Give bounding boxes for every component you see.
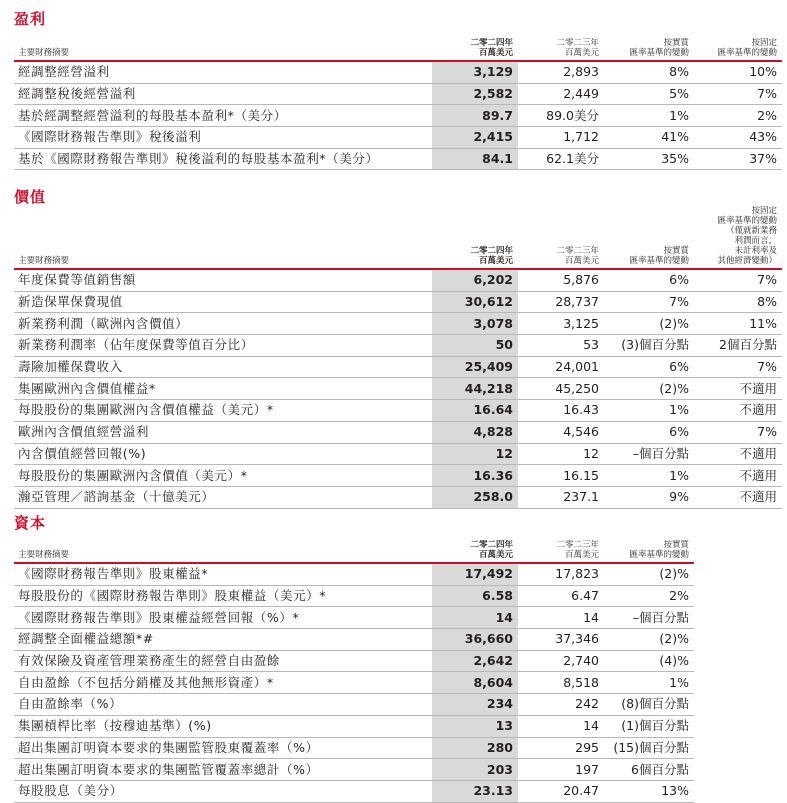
table-row — [14, 607, 694, 629]
cer-change: 不適用 — [694, 465, 782, 487]
value-2024: 3,078 — [432, 313, 518, 335]
value-2023: 12 — [518, 443, 604, 465]
table-row — [14, 715, 694, 737]
row-label: 每股股份的《國際財務報告準則》股東權益（美元）* — [14, 585, 432, 607]
row-label: 《國際財務報告準則》股東權益* — [14, 563, 432, 585]
value-table — [14, 206, 782, 509]
cer-change: 2% — [694, 105, 782, 127]
table-row — [14, 378, 782, 400]
value-2024: 258.0 — [432, 486, 518, 508]
cer-change: 不適用 — [694, 443, 782, 465]
row-label: 集團槓桿比率（按穆迪基準）(%) — [14, 715, 432, 737]
cer-change: 11% — [694, 313, 782, 335]
header-2023: 二零二三年 百萬美元 — [518, 540, 604, 563]
value-2024: 23.13 — [432, 780, 518, 802]
row-label: 新業務利潤率（佔年度保費等值百分比） — [14, 335, 432, 357]
table-row — [14, 127, 782, 149]
header-cer-change: 按固定 匯率基準的變動 — [694, 38, 782, 61]
table-row — [14, 486, 782, 508]
ar-change: 1% — [604, 465, 694, 487]
value-2024: 2,582 — [432, 83, 518, 105]
ar-change: 7% — [604, 291, 694, 313]
row-label: 新業務利潤（歐洲內含價值） — [14, 313, 432, 335]
header-desc: 主要財務摘要 — [14, 540, 432, 563]
table-row — [14, 465, 782, 487]
value-2024: 3,129 — [432, 61, 518, 83]
value-2023: 1,712 — [518, 127, 604, 149]
row-label: 超出集團訂明資本要求的集團監管覆蓋率總計（%） — [14, 759, 432, 781]
row-label: 自由盈餘率（%） — [14, 694, 432, 716]
value-2023: 14 — [518, 607, 604, 629]
table-row — [14, 269, 782, 291]
value-2023: 45,250 — [518, 378, 604, 400]
section-title-value: 價值 — [14, 188, 47, 206]
value-2023: 3,125 — [518, 313, 604, 335]
row-label: 每股股份的集團歐洲內含價值（美元）* — [14, 465, 432, 487]
value-2023: 6.47 — [518, 585, 604, 607]
row-label: 經調整經營溢利 — [14, 61, 432, 83]
value-2023: 237.1 — [518, 486, 604, 508]
ar-change: (2)% — [604, 629, 694, 651]
table-row — [14, 759, 694, 781]
row-label: 超出集團訂明資本要求的集團監管股東覆蓋率（%） — [14, 737, 432, 759]
value-2023: 62.1美分 — [518, 148, 604, 170]
value-2023: 2,449 — [518, 83, 604, 105]
header-2023: 二零二三年 百萬美元 — [518, 38, 604, 61]
header-2023: 二零二三年 百萬美元 — [518, 206, 604, 269]
row-label: 經調整全面權益總額*# — [14, 629, 432, 651]
value-2023: 89.0美分 — [518, 105, 604, 127]
value-2023: 37,346 — [518, 629, 604, 651]
ar-change: 41% — [604, 127, 694, 149]
header-desc: 主要財務摘要 — [14, 206, 432, 269]
value-2023: 8,518 — [518, 672, 604, 694]
value-2023: 20.47 — [518, 780, 604, 802]
value-2024: 8,604 — [432, 672, 518, 694]
row-label: 基於經調整經營溢利的每股基本盈利*（美分） — [14, 105, 432, 127]
ar-change: –個百分點 — [604, 443, 694, 465]
ar-change: (8)個百分點 — [604, 694, 694, 716]
header-2024: 二零二四年 百萬美元 — [432, 540, 518, 563]
cer-change: 不適用 — [694, 486, 782, 508]
value-2024: 6,202 — [432, 269, 518, 291]
table-row — [14, 780, 694, 802]
row-label: 經調整稅後經營溢利 — [14, 83, 432, 105]
value-2024: 16.36 — [432, 465, 518, 487]
value-2023: 2,740 — [518, 650, 604, 672]
value-2024: 2,415 — [432, 127, 518, 149]
row-label: 內含價值經營回報(%) — [14, 443, 432, 465]
header-2024: 二零二四年 百萬美元 — [432, 206, 518, 269]
table-row — [14, 313, 782, 335]
value-2024: 4,828 — [432, 421, 518, 443]
cer-change: 43% — [694, 127, 782, 149]
ar-change: (2)% — [604, 563, 694, 585]
ar-change: 6% — [604, 269, 694, 291]
section-title-capital: 資本 — [14, 514, 47, 532]
cer-change: 7% — [694, 269, 782, 291]
ar-change: 9% — [604, 486, 694, 508]
section-title-profit: 盈利 — [14, 10, 47, 28]
value-2023: 14 — [518, 715, 604, 737]
row-label: 年度保費等值銷售額 — [14, 269, 432, 291]
value-2023: 242 — [518, 694, 604, 716]
table-header — [14, 206, 782, 269]
row-label: 歐洲內含價值經營溢利 — [14, 421, 432, 443]
table-row — [14, 737, 694, 759]
table-row — [14, 291, 782, 313]
ar-change: (15)個百分點 — [604, 737, 694, 759]
ar-change: 1% — [604, 105, 694, 127]
table-row — [14, 443, 782, 465]
row-label: 每股股份的集團歐洲內含價值權益（美元）* — [14, 400, 432, 422]
row-label: 自由盈餘（不包括分銷權及其他無形資產）* — [14, 672, 432, 694]
row-label: 每股股息（美分） — [14, 780, 432, 802]
table-row — [14, 61, 782, 83]
value-2024: 17,492 — [432, 563, 518, 585]
header-2024: 二零二四年 百萬美元 — [432, 38, 518, 61]
value-2024: 89.7 — [432, 105, 518, 127]
table-row — [14, 105, 782, 127]
ar-change: 35% — [604, 148, 694, 170]
ar-change: (4)% — [604, 650, 694, 672]
value-2023: 24,001 — [518, 356, 604, 378]
header-desc: 主要財務摘要 — [14, 38, 432, 61]
ar-change: 1% — [604, 672, 694, 694]
table-row — [14, 563, 694, 585]
value-2023: 197 — [518, 759, 604, 781]
cer-change: 不適用 — [694, 400, 782, 422]
table-row — [14, 672, 694, 694]
value-2023: 2,893 — [518, 61, 604, 83]
value-2024: 203 — [432, 759, 518, 781]
value-2023: 5,876 — [518, 269, 604, 291]
table-row — [14, 421, 782, 443]
cer-change: 7% — [694, 356, 782, 378]
value-2024: 84.1 — [432, 148, 518, 170]
row-label: 有效保險及資產管理業務產生的經營自由盈餘 — [14, 650, 432, 672]
table-row — [14, 629, 694, 651]
cer-change: 8% — [694, 291, 782, 313]
ar-change: 13% — [604, 780, 694, 802]
value-2024: 14 — [432, 607, 518, 629]
row-label: 壽險加權保費收入 — [14, 356, 432, 378]
cer-change: 7% — [694, 421, 782, 443]
ar-change: 2% — [604, 585, 694, 607]
table-row — [14, 400, 782, 422]
value-2023: 28,737 — [518, 291, 604, 313]
value-2024: 30,612 — [432, 291, 518, 313]
cer-change: 2個百分點 — [694, 335, 782, 357]
value-2024: 234 — [432, 694, 518, 716]
cer-change: 7% — [694, 83, 782, 105]
value-2023: 16.43 — [518, 400, 604, 422]
row-label: 集團歐洲內含價值權益* — [14, 378, 432, 400]
header-ar-change: 按實質 匯率基準的變動 — [604, 206, 694, 269]
value-2024: 50 — [432, 335, 518, 357]
row-label: 瀚亞管理／諮詢基金（十億美元） — [14, 486, 432, 508]
header-ar-change: 按實質 匯率基準的變動 — [604, 540, 694, 563]
value-2024: 12 — [432, 443, 518, 465]
header-ar-change: 按實質 匯率基準的變動 — [604, 38, 694, 61]
ar-change: –個百分點 — [604, 607, 694, 629]
value-2024: 13 — [432, 715, 518, 737]
value-2024: 36,660 — [432, 629, 518, 651]
header-cer-change: 按固定 匯率基準的變動 （僅就新業務 利潤而言， 未計利率及 其他經濟變動） — [694, 206, 782, 269]
ar-change: (2)% — [604, 313, 694, 335]
value-2023: 295 — [518, 737, 604, 759]
table-row — [14, 650, 694, 672]
row-label: 《國際財務報告準則》稅後溢利 — [14, 127, 432, 149]
table-row — [14, 335, 782, 357]
cer-change: 10% — [694, 61, 782, 83]
table-row — [14, 148, 782, 170]
cer-change: 不適用 — [694, 378, 782, 400]
table-header — [14, 540, 694, 563]
profit-table — [14, 38, 782, 170]
table-row — [14, 694, 694, 716]
ar-change: (2)% — [604, 378, 694, 400]
value-2024: 2,642 — [432, 650, 518, 672]
value-2024: 6.58 — [432, 585, 518, 607]
row-label: 基於《國際財務報告準則》稅後溢利的每股基本盈利*（美分） — [14, 148, 432, 170]
value-2024: 280 — [432, 737, 518, 759]
table-row — [14, 83, 782, 105]
value-2024: 25,409 — [432, 356, 518, 378]
cer-change: 37% — [694, 148, 782, 170]
value-2023: 53 — [518, 335, 604, 357]
ar-change: 5% — [604, 83, 694, 105]
value-2024: 44,218 — [432, 378, 518, 400]
ar-change: 6個百分點 — [604, 759, 694, 781]
ar-change: 1% — [604, 400, 694, 422]
value-2023: 4,546 — [518, 421, 604, 443]
ar-change: 8% — [604, 61, 694, 83]
row-label: 《國際財務報告準則》股東權益經營回報（%）* — [14, 607, 432, 629]
table-header — [14, 38, 782, 61]
ar-change: (3)個百分點 — [604, 335, 694, 357]
table-row — [14, 585, 694, 607]
value-2023: 17,823 — [518, 563, 604, 585]
ar-change: (1)個百分點 — [604, 715, 694, 737]
value-2024: 16.64 — [432, 400, 518, 422]
ar-change: 6% — [604, 421, 694, 443]
table-row — [14, 356, 782, 378]
value-2023: 16.15 — [518, 465, 604, 487]
ar-change: 6% — [604, 356, 694, 378]
row-label: 新造保單保費現值 — [14, 291, 432, 313]
capital-table — [14, 540, 694, 803]
